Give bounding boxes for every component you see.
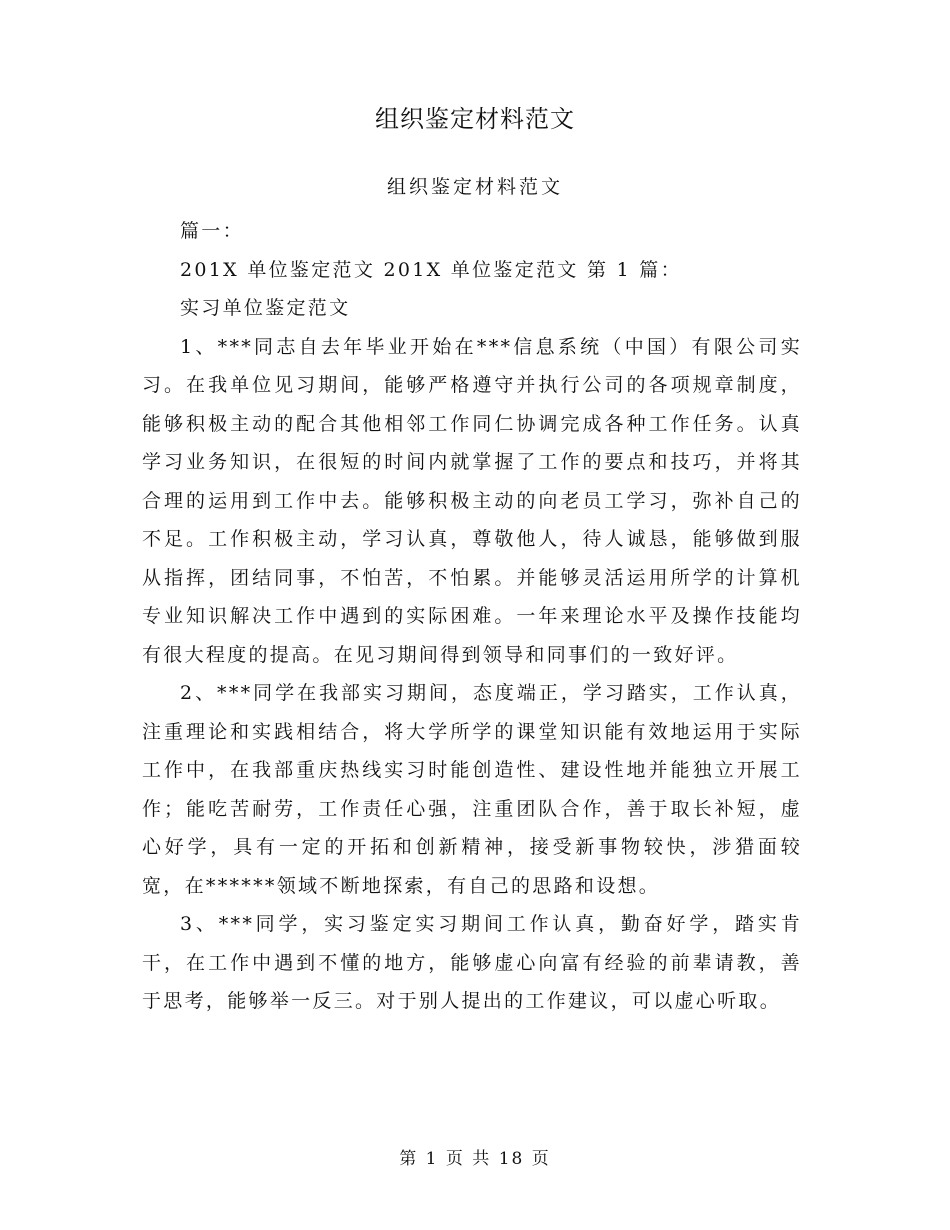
section-label: 篇一： bbox=[180, 220, 244, 242]
page-number-footer: 第 1 页 共 18 页 bbox=[399, 1149, 551, 1169]
paragraph-1: 1、***同志自去年毕业开始在***信息系统（中国）有限公司实习。在我单位见习期间，能够严格遵守并执行公司的各项规章制度，能够积极主动的配合其他相邻工作同仁协调完成各种工作任务。认真学习业务知识，在很短的时间内就掌握了工作的要点和技巧，并将其合理的运用到工作中去。能够积极主动的向老员工学习，弥补自己的不足。工作积极主动，学习认真，尊敬他人，待人诚恳，能够做到服从指挥，团结同事，不怕苦，不怕累。并能够灵活运用所学的计算机专业知识解决工作中遇到的实际困难。一年来理论水平及操作技能均有很大程度的提高。在见习期间得到领导和同事们的一致好评。 bbox=[142, 335, 802, 666]
document-title: 组织鉴定材料范文 bbox=[375, 105, 575, 133]
section-subheading: 实习单位鉴定范文 bbox=[180, 297, 351, 319]
document-body bbox=[142, 212, 802, 1021]
section-heading: 201X 单位鉴定范文 201X 单位鉴定范文 第 1 篇： bbox=[180, 258, 682, 281]
document-subtitle: 组织鉴定材料范文 bbox=[386, 176, 563, 198]
paragraph-2: 2、***同学在我部实习期间，态度端正，学习踏实，工作认真，注重理论和实践相结合，将大学所学的课堂知识能有效地运用于实际工作中，在我部重庆热线实习时能创造性、建设性地并能独立开展工作；能吃苦耐劳，工作责任心强，注重团队合作，善于取长补短，虚心好学，具有一定的开拓和创新精神，接受新事物较快，涉猎面较宽，在******领域不断地探索，有自己的思路和设想。 bbox=[142, 682, 802, 897]
paragraph-3: 3、***同学，实习鉴定实习期间工作认真，勤奋好学，踏实肯干，在工作中遇到不懂的地方，能够虚心向富有经验的前辈请教，善于思考，能够举一反三。对于别人提出的工作建议，可以虚心听取。 bbox=[142, 913, 802, 1012]
